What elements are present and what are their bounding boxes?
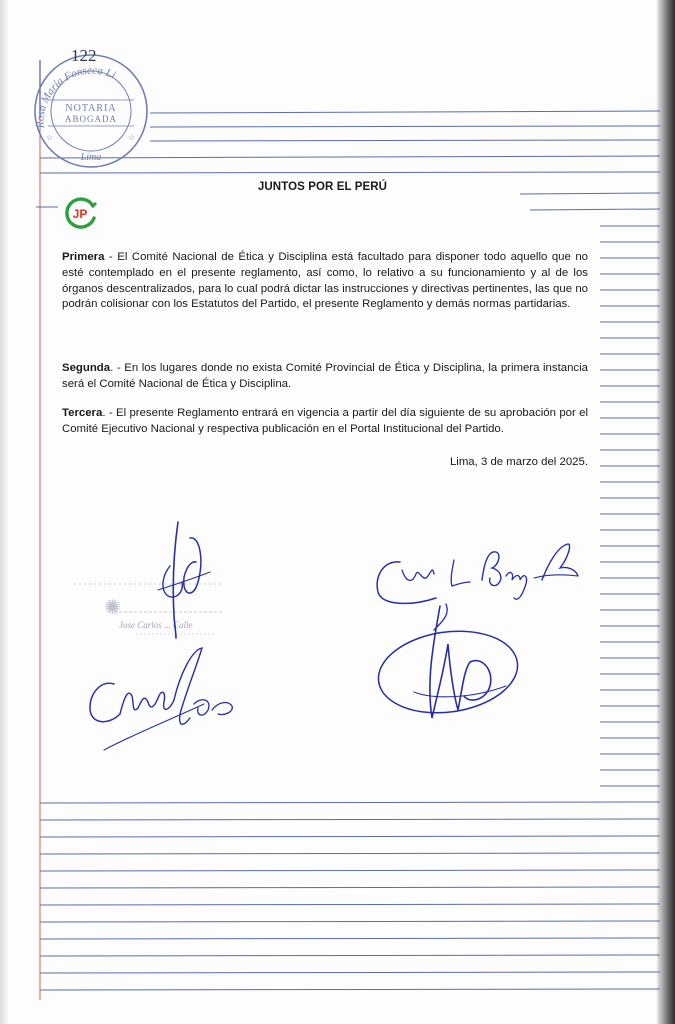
page-left-edge <box>0 0 8 1024</box>
clause-text: . - El presente Reglamento entrará en vigencia a partir del día siguiente de su aprobación por el Comité Ejecutivo Nacional y respectiva publicación en el Portal Institucional del Partido. <box>62 407 588 435</box>
clause-label: Segunda <box>62 362 111 374</box>
party-header-title: JUNTOS POR EL PERÚ <box>257 181 388 193</box>
place-and-date: Lima, 3 de marzo del 2025. <box>449 456 588 468</box>
signature-left-lower <box>84 644 244 754</box>
notary-stamp <box>30 50 152 172</box>
clause-tercera <box>62 406 588 438</box>
signature-left-lower-graphic <box>84 644 244 754</box>
svg-text:✺: ✺ <box>104 597 121 619</box>
signature-left-upper-graphic <box>150 520 220 640</box>
folio-number: 122 <box>71 46 97 65</box>
svg-text:☆: ☆ <box>46 133 54 142</box>
signature-right-lower-graphic <box>374 600 524 730</box>
clause-text: . - En los lugares donde no exista Comité Provincial de Ética y Disciplina, la primera instancia será el Comité Nacional de Ética y Disciplina. <box>62 362 588 390</box>
signature-right-lower <box>374 600 524 730</box>
svg-text:Rosa María Fonseca Li: Rosa María Fonseca Li <box>34 64 118 129</box>
party-logo-icon <box>64 196 98 230</box>
svg-text:☆: ☆ <box>128 133 136 142</box>
signature-left-upper <box>150 520 220 640</box>
clause-text: - El Comité Nacional de Ética y Disciplina está facultado para disponer todo aquello que no esté contemplado en el presente reglamento, así como, lo relativo a su funcionamiento y al de los órganos descentralizados, para lo cual podrá dictar las instrucciones y directivas pertinentes, las que no podrán colisionar con los Estatutos del Partido, el presente Reglamento y demás normas partidarias. <box>62 251 588 311</box>
svg-text:ABOGADA: ABOGADA <box>65 114 117 124</box>
clause-label: Tercera <box>62 407 103 419</box>
party-logo <box>64 196 98 230</box>
clause-label: Primera <box>62 251 105 263</box>
page-binding-shadow <box>657 0 675 1024</box>
faded-seal-text: Jose Carlos ... Calle <box>119 620 193 630</box>
logo-text: JP <box>72 207 88 221</box>
notary-seal-graphic <box>30 50 152 172</box>
svg-text:Lima: Lima <box>80 152 102 163</box>
clause-segunda <box>62 361 588 393</box>
svg-text:NOTARIA: NOTARIA <box>65 103 117 114</box>
clause-primera <box>62 250 588 313</box>
